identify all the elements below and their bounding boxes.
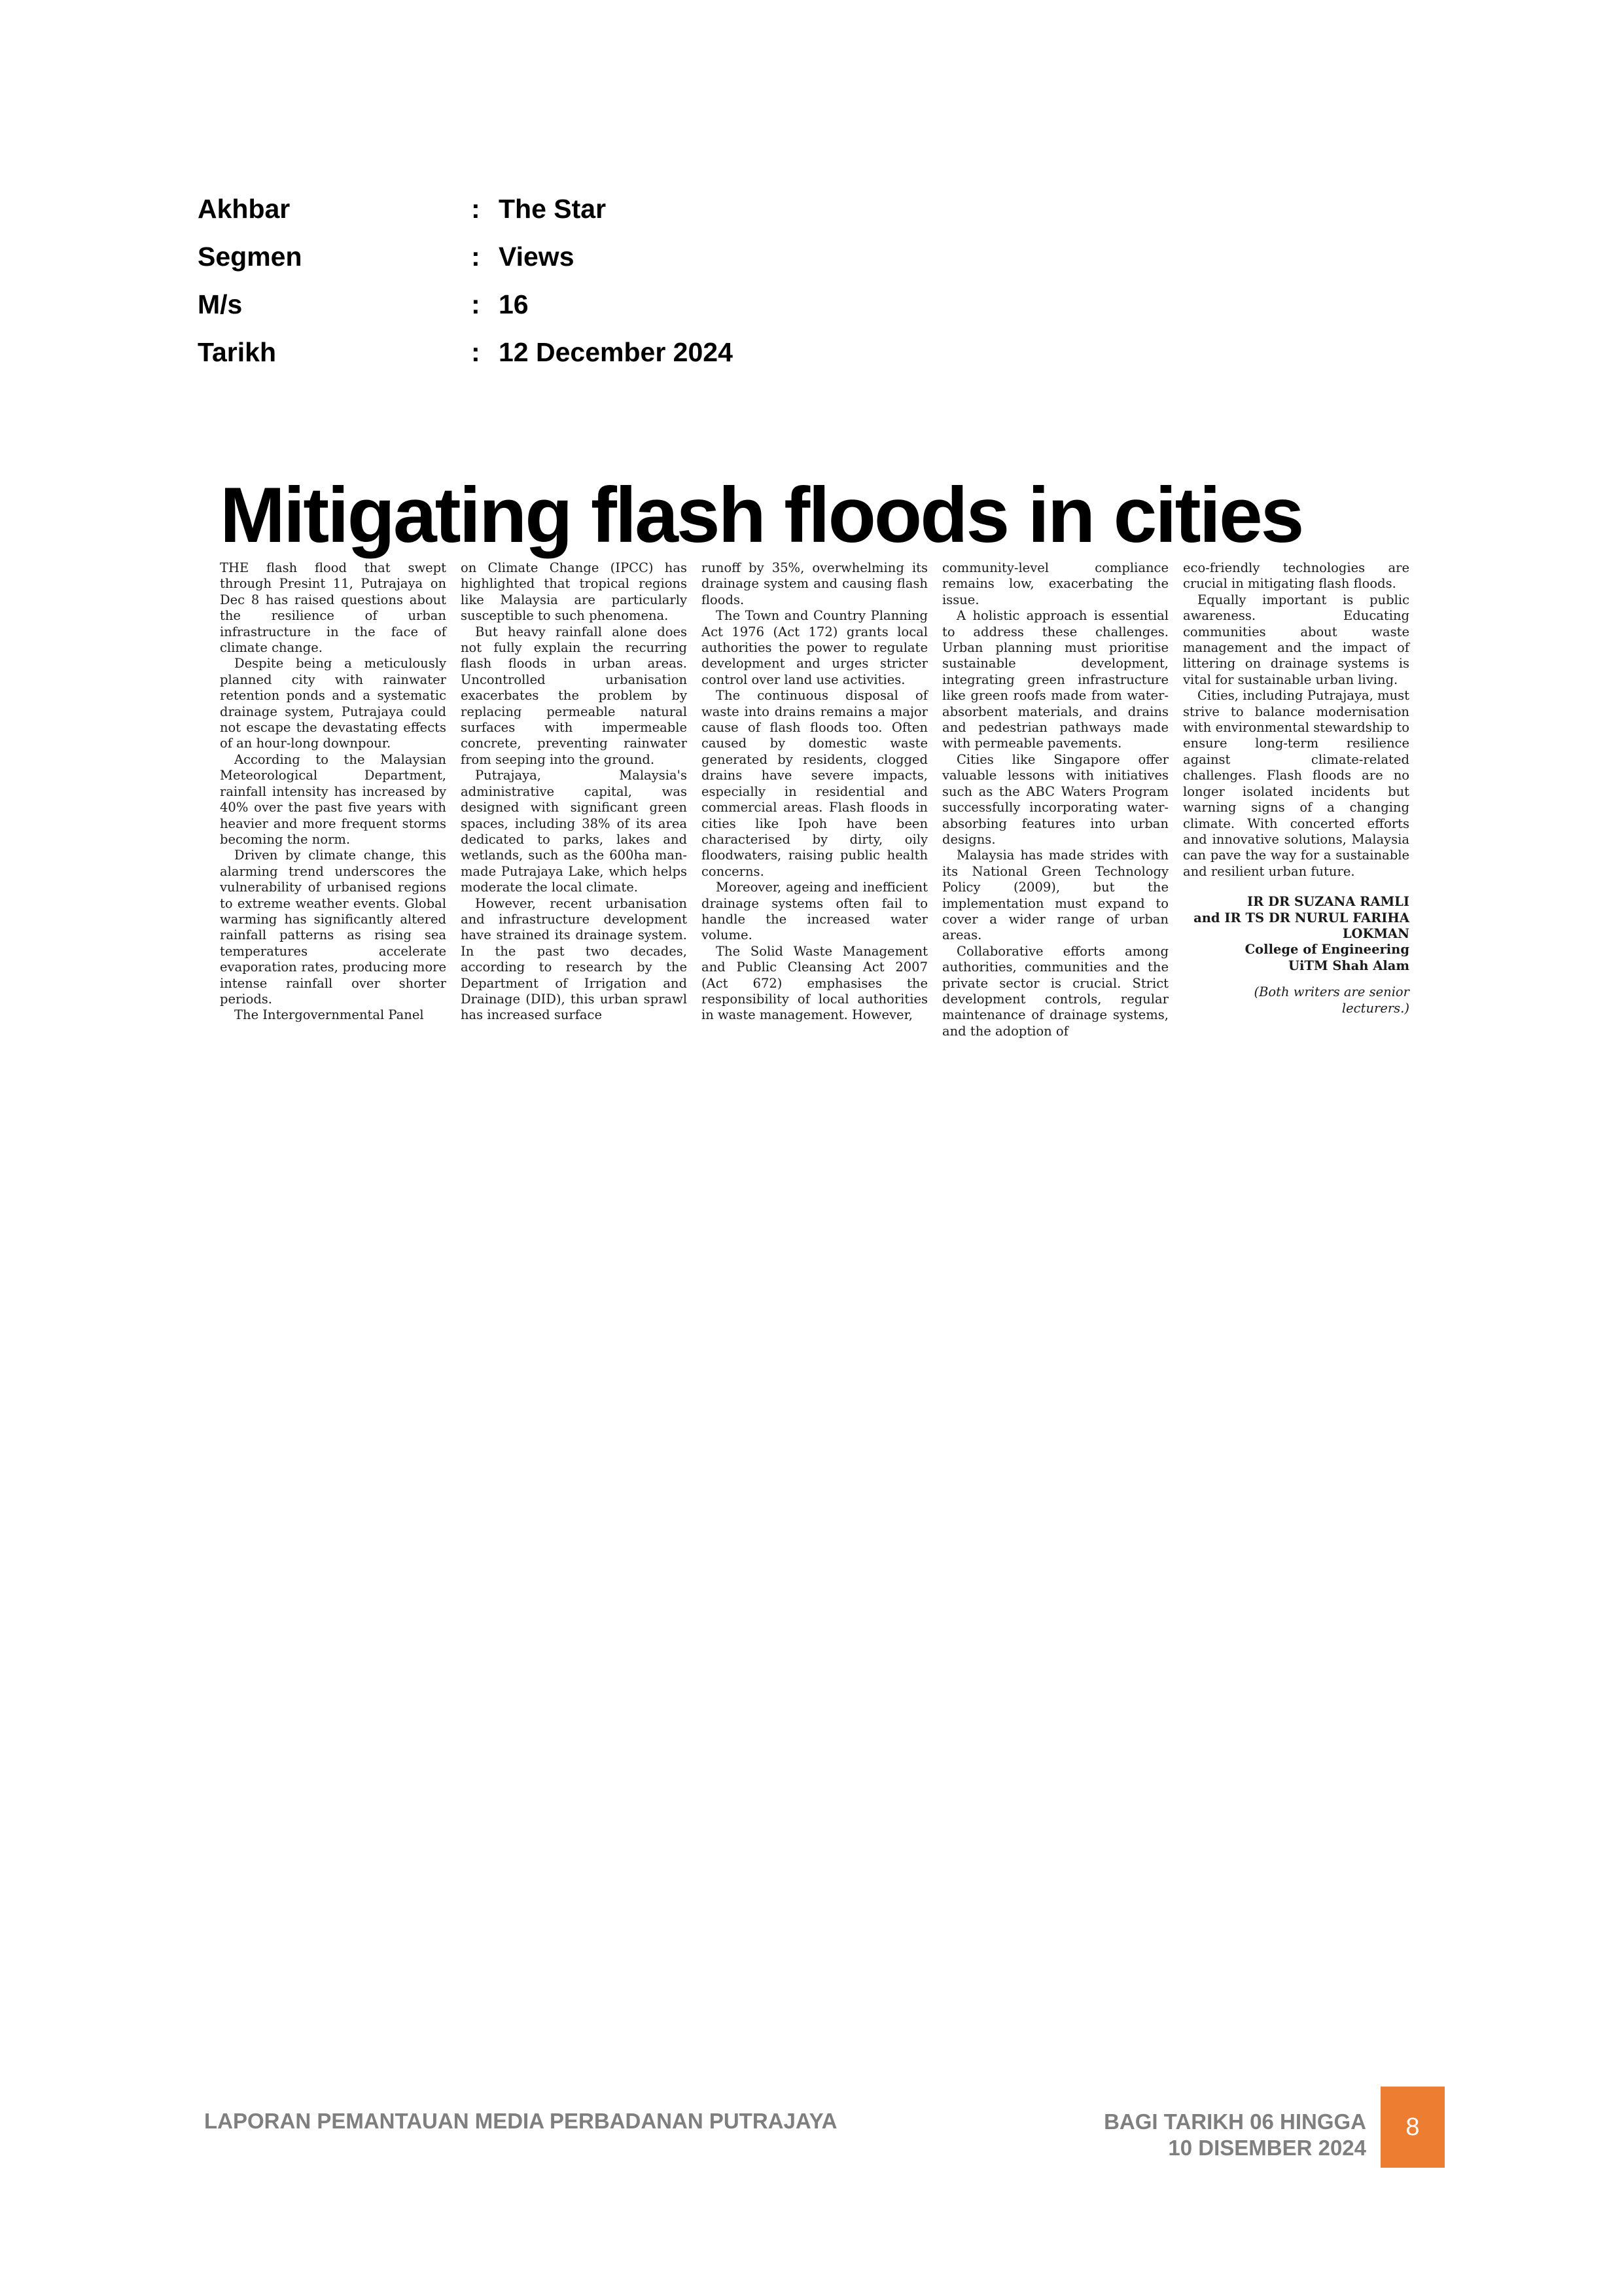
article-paragraph: eco-friendly technologies are crucial in mitigating flash floods. (1183, 560, 1409, 592)
article-paragraph: runoff by 35%, overwhelming its drainage system and causing flash floods. (701, 560, 928, 607)
signature-line: IR DR SUZANA RAMLI (1247, 894, 1409, 910)
article-column-4 (942, 560, 1169, 1039)
author-signature (1183, 894, 1409, 974)
meta-label: Akhbar (198, 194, 291, 224)
footer-report-title: LAPORAN PEMANTAUAN MEDIA PERBADANAN PUTRAJAYA (204, 2109, 838, 2133)
page-number-badge: 8 (1381, 2087, 1445, 2168)
meta-value-newspaper: The Star (499, 194, 607, 224)
article-headline: Mitigating flash floods in cities (220, 471, 1303, 559)
signature-line: College of Engineering (1244, 942, 1409, 958)
article-column-5 (1183, 560, 1409, 1025)
article-paragraph: According to the Malaysian Meteorological Department, rainfall intensity has increased by 40% over the past five years with heavier and more frequent storms becoming the norm. (220, 751, 446, 847)
footer-date-line-2: 10 DISEMBER 2024 (1168, 2136, 1366, 2160)
article-paragraph: THE flash flood that swept through Presint 11, Putrajaya on Dec 8 has raised questions about the resilience of urban infrastructure in the face of climate change. (220, 560, 446, 656)
article-paragraph: Driven by climate change, this alarming trend underscores the vulnerability of urbanised regions to extreme weather events. Global warming has significantly altered rainfall patterns as rising sea temperatures accelerate evaporation rates, producing more intense rainfall over shorter periods. (220, 848, 446, 1007)
column-paragraphs (1183, 560, 1409, 880)
meta-label: Segmen (198, 242, 302, 272)
signature-line: and IR TS DR NURUL FARIHA (1193, 910, 1409, 925)
article-paragraph: The Intergovernmental Panel (234, 1007, 424, 1023)
article-paragraph: Moreover, ageing and inefficient drainage systems often fail to handle the increased water volume. (701, 880, 928, 943)
article-paragraph: Despite being a meticulously planned city with rainwater retention ponds and a systematic drainage system, Putrajaya could not escape the devastating effects of an hour-long downpour. (220, 656, 446, 751)
meta-label: Tarikh (198, 337, 276, 367)
meta-colon: : (471, 242, 480, 272)
footer-date-line-1: BAGI TARIKH 06 HINGGA (1104, 2109, 1366, 2134)
article-paragraph: Cities, including Putrajaya, must strive to balance modernisation with environmental stewardship to ensure long-term resilience against climate-related challenges. Flash floods are no longer isolated incidents but warning signs of a changing climate. With concerted efforts and innovative solutions, Malaysia can pave the way for a sustainable and resilient urban future. (1183, 688, 1409, 879)
article-paragraph: Collaborative efforts among authorities, communities and the private sector is crucial. Strict development controls, regular maintenance of drainage systems, and the adoption of (942, 943, 1169, 1039)
newspaper-clipping (220, 471, 1412, 1039)
meta-value-page: 16 (499, 289, 529, 319)
meta-colon: : (471, 289, 480, 319)
author-note: (Both writers are senior lecturers.) (1254, 984, 1409, 1016)
meta-colon: : (471, 194, 480, 224)
meta-label: M/s (198, 289, 243, 319)
meta-colon: : (471, 337, 480, 367)
article-paragraph: Equally important is public awareness. Educating communities about waste management and the impact of littering on drainage systems is vital for sustainable urban living. (1183, 592, 1409, 687)
article-paragraph: However, recent urbanisation and infrastructure development have strained its drainage system. In the past two decades, according to research by the Department of Irrigation and Drainage (DID), this urban sprawl has increased surface (461, 895, 687, 1023)
article-paragraph: Malaysia has made strides with its National Green Technology Policy (2009), but the implementation must expand to cover a wider range of urban areas. (942, 848, 1169, 943)
article-paragraph: Putrajaya, Malaysia's administrative capital, was designed with significant green spaces, including 38% of its area dedicated to parks, lakes and wetlands, such as the 600ha man-made Putrajaya Lake, which helps moderate the local climate. (461, 768, 687, 895)
article-column-3 (701, 560, 928, 1025)
meta-value-segment: Views (499, 242, 574, 272)
article-paragraph: A holistic approach is essential to address these challenges. Urban planning must prioritise sustainable development, integrating green infrastructure like green roofs made from water-absorbent materials, and drains and pedestrian pathways made with permeable pavements. (942, 608, 1169, 751)
article-column-2 (461, 560, 687, 1025)
article-column-1 (220, 560, 446, 1025)
footer-date-range (1104, 2109, 1366, 2161)
article-paragraph: Cities like Singapore offer valuable lessons with initiatives such as the ABC Waters Program successfully incorporating water-absorbing features into urban designs. (942, 751, 1169, 847)
article-paragraph: community-level compliance remains low, exacerbating the issue. (942, 560, 1169, 607)
signature-line: UiTM Shah Alam (1288, 958, 1409, 973)
article-paragraph: But heavy rainfall alone does not fully explain the recurring flash floods in urban areas. Uncontrolled urbanisation exacerbates the problem by replacing permeable natural surfaces with impermeable concrete, preventing rainwater from seeping into the ground. (461, 624, 687, 767)
article-paragraph: The Town and Country Planning Act 1976 (Act 172) grants local authorities the power to regulate development and urges stricter control over land use activities. (701, 608, 928, 687)
meta-value-date: 12 December 2024 (499, 337, 733, 367)
article-paragraph: on Climate Change (IPCC) has highlighted that tropical regions like Malaysia are particularly susceptible to such phenomena. (461, 560, 687, 624)
signature-line: LOKMAN (1342, 925, 1409, 941)
article-paragraph: The continuous disposal of waste into drains remains a major cause of flash floods too. Often caused by domestic waste generated by residents, clogged drains have severe impacts, especially in residential and commercial areas. Flash floods in cities like Ipoh have been characterised by dirty, oily floodwaters, raising public health concerns. (701, 688, 928, 879)
article-paragraph: The Solid Waste Management and Public Cleansing Act 2007 (Act 672) emphasises the responsibility of local authorities in waste management. However, (701, 943, 928, 1023)
article-body (220, 560, 1412, 1039)
